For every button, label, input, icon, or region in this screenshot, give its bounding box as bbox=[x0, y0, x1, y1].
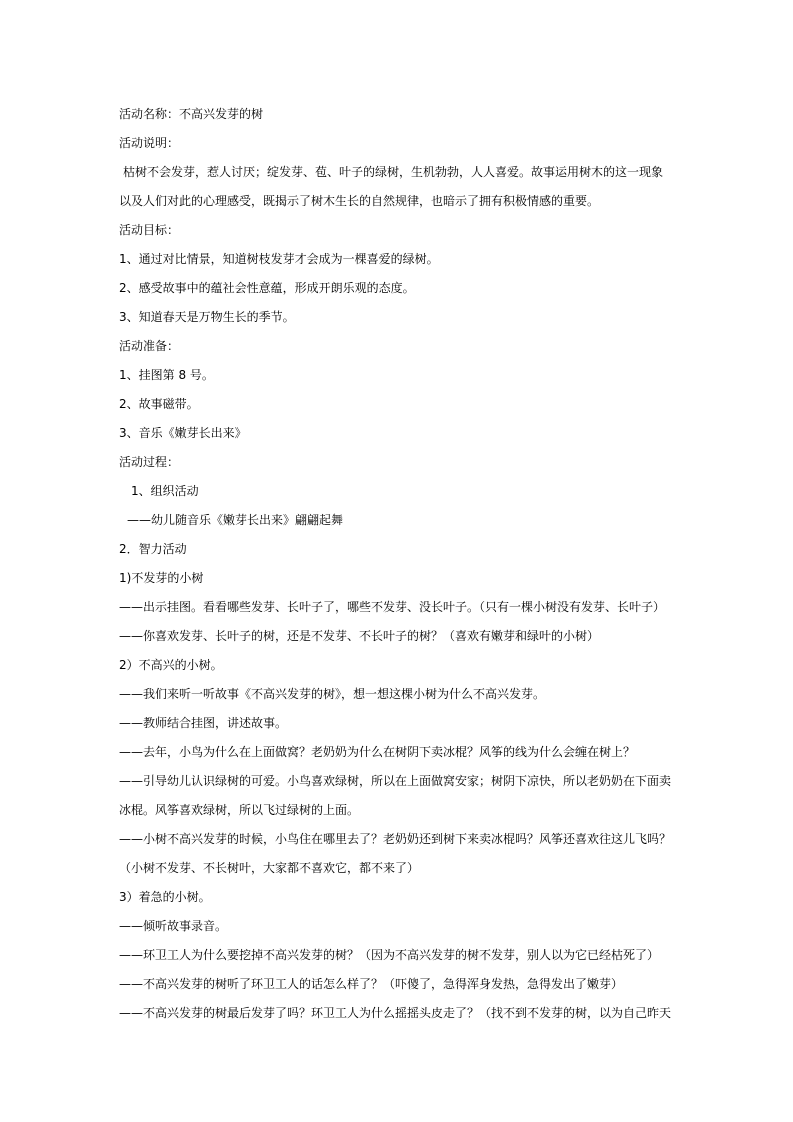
process-detail: ——环卫工人为什么要挖掉不高兴发芽的树？（因为不高兴发芽的树不发芽，别人以为它已经枯死了） bbox=[119, 948, 660, 962]
process-detail: ——不高兴发芽的树最后发芽了吗？环卫工人为什么摇摇头皮走了？（找不到不发芽的树，以为自己昨天 bbox=[119, 1006, 672, 1020]
process-detail: ——教师结合挂图，讲述故事。 bbox=[119, 716, 288, 730]
activity-title: 活动名称：不高兴发芽的树 bbox=[119, 107, 264, 121]
process-detail: ——小树不高兴发芽的时候，小鸟住在哪里去了？老奶奶还到树下来卖冰棍吗？风筝还喜欢往这儿飞吗？ bbox=[119, 832, 672, 846]
process-detail: ——不高兴发芽的树听了环卫工人的话怎么样了？（吓傻了，急得浑身发热，急得发出了嫩芽） bbox=[119, 977, 624, 991]
preparation-item: 3、音乐《嫩芽长出来》 bbox=[119, 426, 247, 440]
sub-step-heading: 2）不高兴的小树。 bbox=[119, 658, 223, 672]
process-detail: 冰棍。风筝喜欢绿树，所以飞过绿树的上面。 bbox=[119, 803, 360, 817]
preparation-item: 1、挂图第 8 号。 bbox=[119, 368, 214, 382]
description-paragraph-line: 枯树不会发芽，惹人讨厌；绽发芽、苞、叶子的绿树，生机勃勃，人人喜爱。故事运用树木的这一现象 bbox=[123, 165, 664, 179]
sub-step-heading: 1)不发芽的小树 bbox=[119, 571, 204, 585]
goal-item: 3、知道春天是万物生长的季节。 bbox=[119, 310, 295, 324]
process-detail: ——倾听故事录音。 bbox=[119, 919, 228, 933]
goal-item: 2、感受故事中的蕴社会性意蕴，形成开朗乐观的态度。 bbox=[119, 281, 415, 295]
process-detail: （小树不发芽、不长树叶，大家都不喜欢它，都不来了） bbox=[119, 861, 420, 875]
section-heading-process: 活动过程： bbox=[119, 455, 180, 469]
section-heading-goals: 活动目标： bbox=[119, 223, 180, 237]
process-detail: ——你喜欢发芽、长叶子的树，还是不发芽、不长叶子的树？（喜欢有嫩芽和绿叶的小树） bbox=[119, 629, 600, 643]
sub-step-heading: 3）着急的小树。 bbox=[119, 890, 211, 904]
process-detail: ——我们来听一听故事《不高兴发芽的树》，想一想这棵小树为什么不高兴发芽。 bbox=[119, 687, 546, 701]
description-paragraph-line: 以及人们对此的心理感受，既揭示了树木生长的自然规律，也暗示了拥有积极情感的重要。 bbox=[119, 194, 600, 208]
process-step: 1、组织活动 bbox=[131, 484, 199, 498]
process-detail: ——去年，小鸟为什么在上面做窝？老奶奶为什么在树阴下卖冰棍？风筝的线为什么会缠在树上？ bbox=[119, 745, 636, 759]
section-heading-description: 活动说明： bbox=[119, 136, 180, 150]
section-heading-preparation: 活动准备： bbox=[119, 339, 180, 353]
process-detail: ——幼儿随音乐《嫩芽长出来》翩翩起舞 bbox=[127, 513, 344, 527]
process-detail: ——引导幼儿认识绿树的可爱。小鸟喜欢绿树，所以在上面做窝安家；树阴下凉快，所以老奶奶在下面卖 bbox=[119, 774, 672, 788]
process-detail: ——出示挂图。看看哪些发芽、长叶子了，哪些不发芽、没长叶子。（只有一棵小树没有发芽、长叶子） bbox=[119, 600, 666, 614]
process-step: 2．智力活动 bbox=[119, 542, 187, 556]
preparation-item: 2、故事磁带。 bbox=[119, 397, 199, 411]
goal-item: 1、通过对比情景，知道树枝发芽才会成为一棵喜爱的绿树。 bbox=[119, 252, 439, 266]
document-page bbox=[119, 100, 679, 1028]
